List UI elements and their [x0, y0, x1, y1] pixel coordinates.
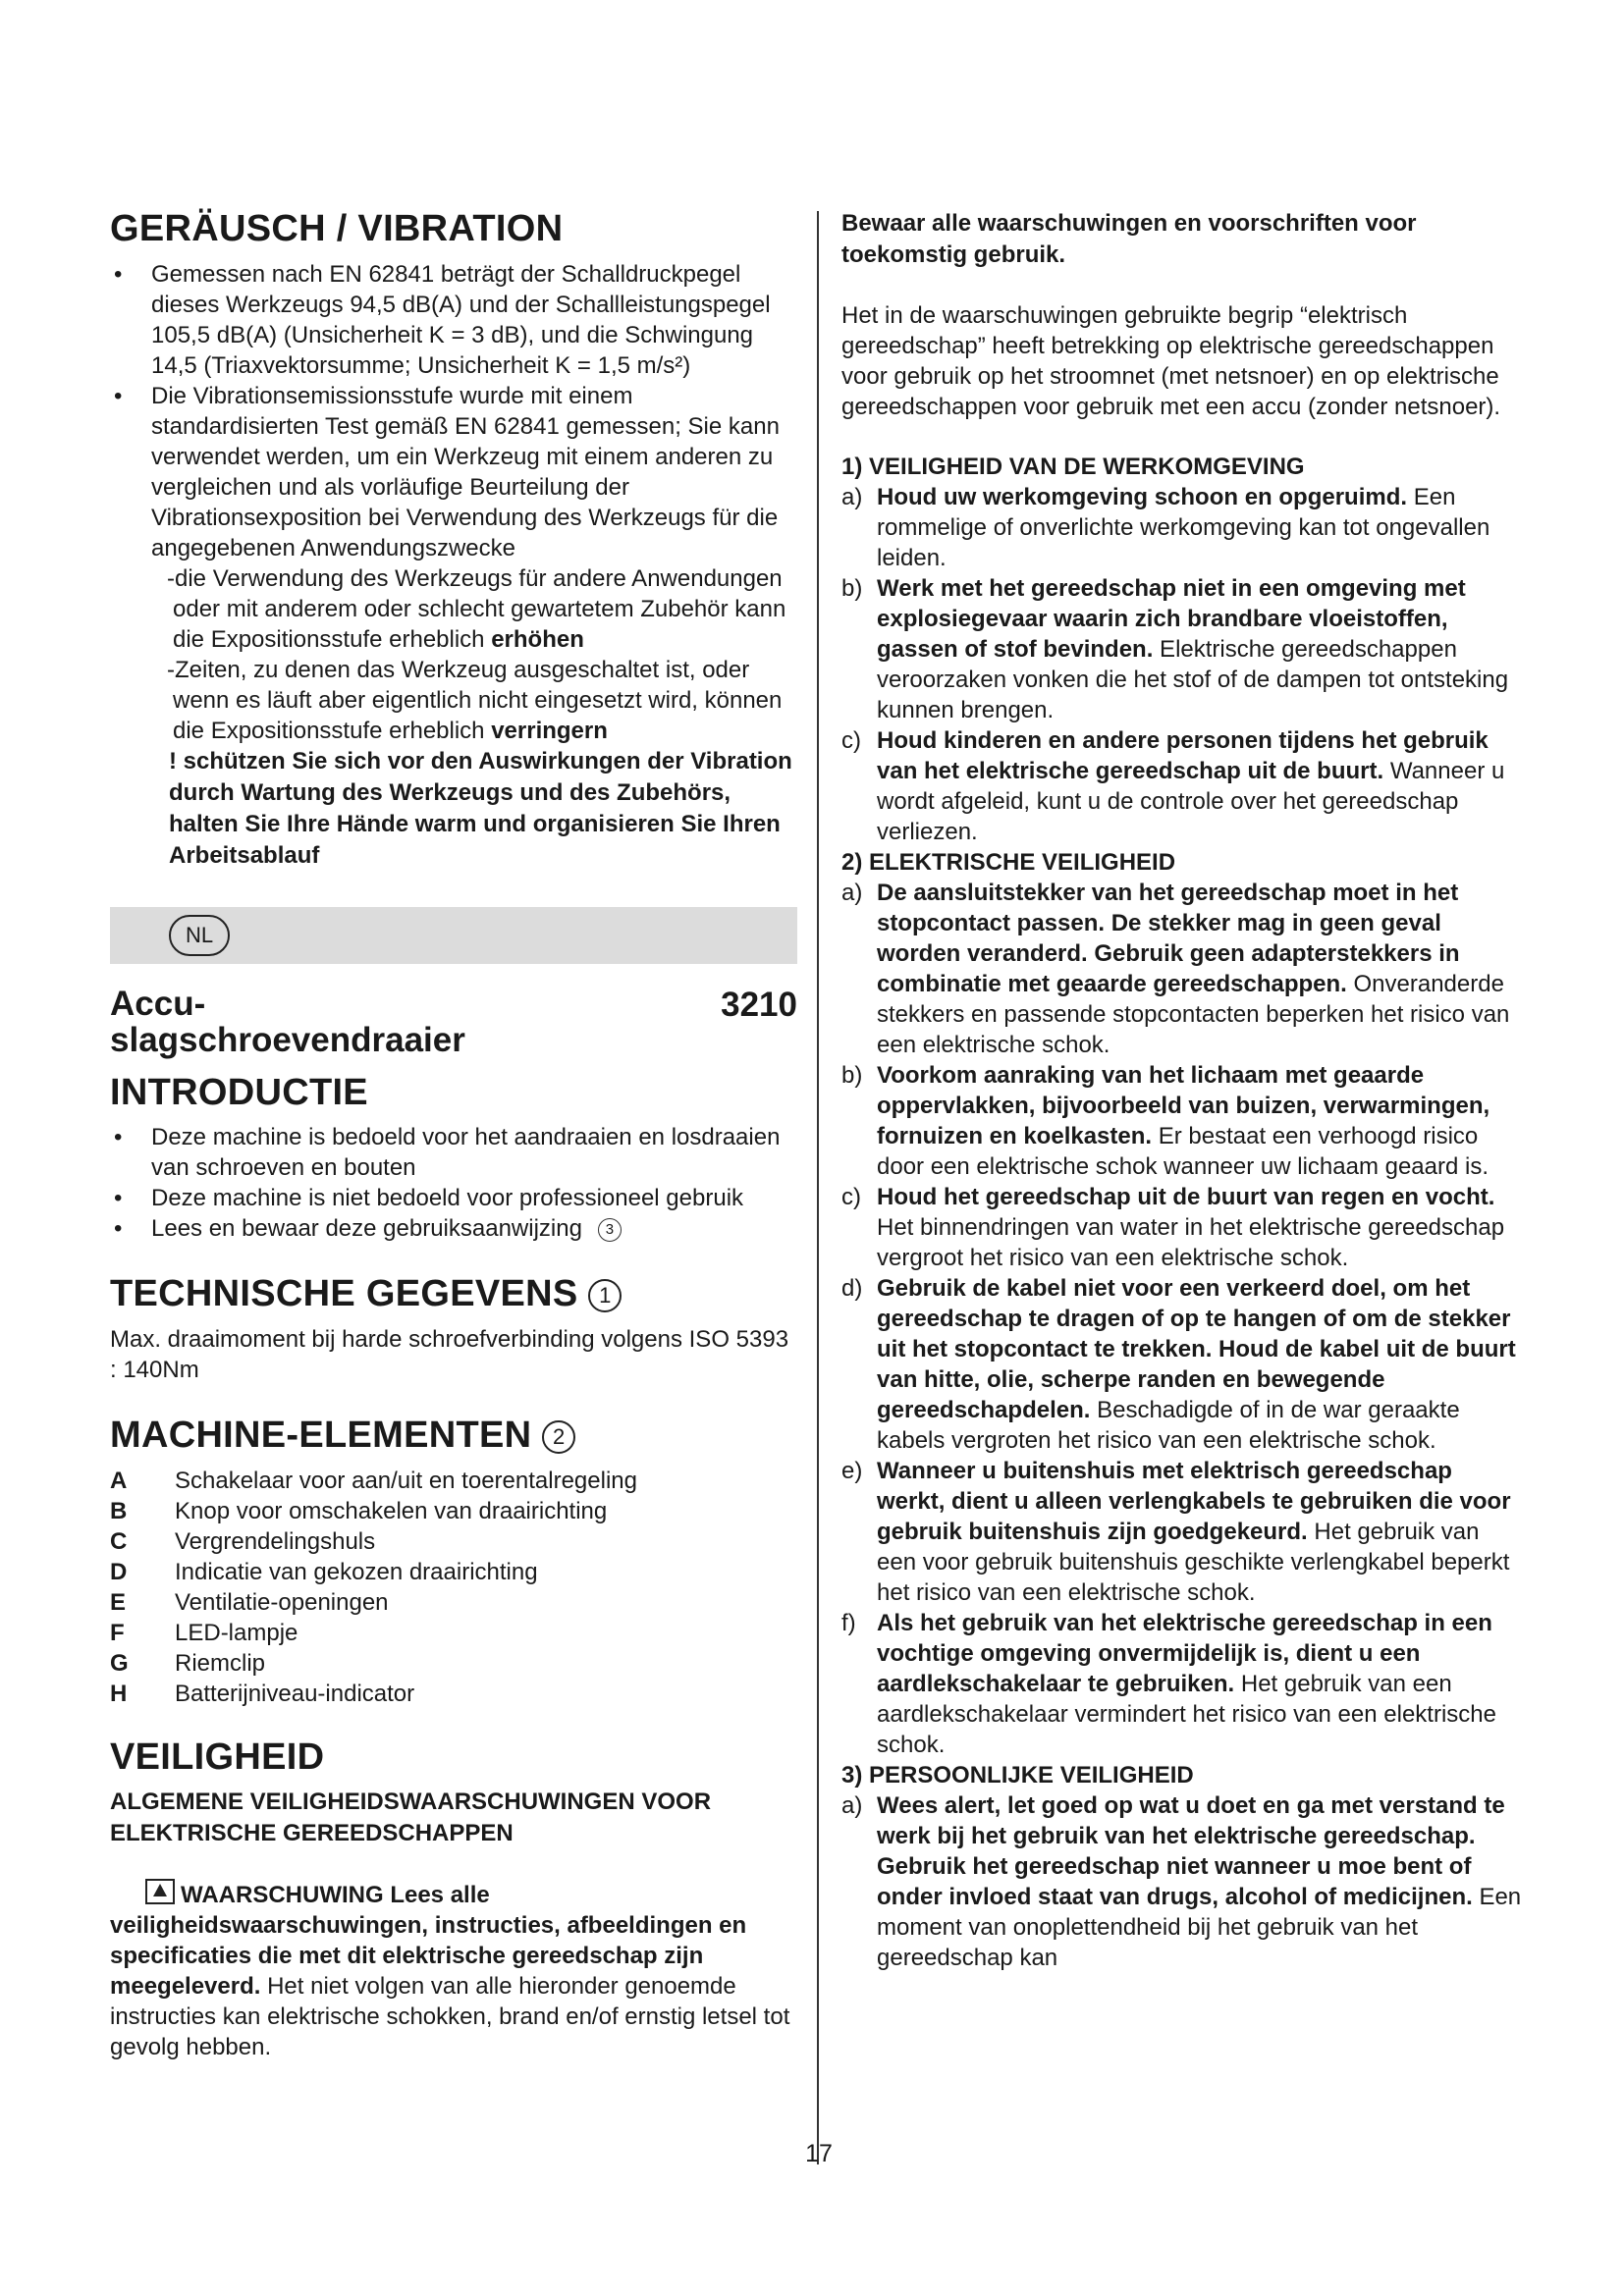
- part-key: H: [110, 1680, 128, 1707]
- parts-heading: [110, 1415, 797, 1458]
- rule-normal: Het gebruik van een voor gebruik buitenshuis geschikte verlengkabel beperkt het risico van een elektrische schok.: [877, 1519, 1510, 1606]
- rule-bold: Houd kinderen en andere personen tijdens het gebruik van het elektrische gereedschap uit de buurt.: [877, 727, 1489, 784]
- section-electrical: 2) ELEKTRISCHE VEILIGHEID: [841, 849, 1176, 876]
- rule-label: a): [841, 1792, 863, 1819]
- rule-normal: Een moment van onoplettendheid bij het gebruik van het gereedschap kan: [877, 1884, 1522, 1971]
- work-area-rules: [841, 482, 1524, 847]
- rule-text: [877, 1608, 1524, 1760]
- part-key: G: [110, 1649, 129, 1677]
- rule-label: d): [841, 1275, 863, 1302]
- part-key: A: [110, 1467, 128, 1494]
- part-key: F: [110, 1619, 125, 1646]
- tech-text: Max. draaimoment bij harde schroefverbinding volgens ISO 5393 : 140Nm: [110, 1326, 789, 1384]
- noise-bullets: [110, 259, 797, 563]
- rule-label: a): [841, 484, 863, 510]
- part-label: Batterijniveau-indicator: [175, 1680, 415, 1707]
- rule-text: [877, 1060, 1524, 1182]
- noise-dash-decrease: [110, 655, 797, 746]
- parts-list: [110, 1466, 797, 1709]
- part-row: [110, 1618, 797, 1648]
- intro-heading: INTRODUCTIE: [110, 1071, 368, 1113]
- warning-paragraph: [110, 1879, 797, 2062]
- figure-ref-1: 1: [588, 1279, 622, 1312]
- left-column: [110, 208, 797, 2062]
- noise-bullet: • Gemessen nach EN 62841 beträgt der Schalldruckpegel dieses Werkzeugs 94,5 dB(A) und der Schallleistungspegel 105,5 dB(A) (Unsicherheit K = 3 dB), und die Schwingung 14,5 (Triaxvektorsumme; Unsicherheit K = 1,5 m/s²): [110, 259, 797, 381]
- part-label: Schakelaar voor aan/uit en toerentalregeling: [175, 1467, 637, 1494]
- rule-normal: Elektrische gereedschappen veroorzaken vonken die het stof of de dampen tot ontsteking kunnen brengen.: [877, 636, 1509, 723]
- part-label: Riemclip: [175, 1649, 266, 1677]
- intro-bullet-text: Lees en bewaar deze gebruiksaanwijzing: [151, 1215, 582, 1243]
- noise-bullet: • Die Vibrationsemissionsstufe wurde mit einem standardisierten Test gemäß EN 62841 gemessen; Sie kann verwendet werden, um ein Werkzeug mit einem anderen zu vergleichen und als vorläufige Beurteilung der Vibrationsexposition bei Verwendung des Werkzeugs für die angegebenen Anwendungszwecke: [110, 381, 797, 563]
- part-key: B: [110, 1497, 128, 1524]
- part-label: Vergrendelingshuls: [175, 1527, 376, 1555]
- rule-text: [877, 573, 1524, 725]
- rule-text: [877, 878, 1524, 1060]
- keep-instructions: Bewaar alle waarschuwingen en voorschriften voor toekomstig gebruik.: [841, 210, 1417, 268]
- rule-text: [877, 1790, 1524, 1973]
- product-title: Accu-slagschroevendraaier: [110, 984, 465, 1059]
- rule-label: a): [841, 880, 863, 906]
- section-work-area: 1) VEILIGHEID VAN DE WERKOMGEVING: [841, 454, 1305, 480]
- part-row: [110, 1648, 797, 1679]
- rule-label: f): [841, 1610, 856, 1636]
- rule-bold: Wanneer u buitenshuis met elektrisch gereedschap werkt, dient u alleen verlengkabels te gebruiken die voor gebruik buitenshuis zijn goedgekeurd.: [877, 1458, 1511, 1545]
- intro-bullets: [110, 1122, 797, 1244]
- protect-note: ! schützen Sie sich vor den Auswirkungen der Vibration durch Wartung des Werkzeugs und des Zubehörs, halten Sie Ihre Hände warm und organisieren Sie Ihren Arbeitsablauf: [169, 747, 792, 869]
- page-number: 17: [805, 2140, 833, 2167]
- rule-item: [841, 1456, 1524, 1608]
- rule-normal: Onveranderde stekkers en passende stopcontacten beperken het risico van een elektrische schok.: [877, 971, 1510, 1058]
- section-personal: 3) PERSOONLIJKE VEILIGHEID: [841, 1762, 1194, 1789]
- model-number: 3210: [721, 985, 797, 1024]
- rule-item: [841, 878, 1524, 1060]
- term-definition: Het in de waarschuwingen gebruikte begrip “elektrisch gereedschap” heeft betrekking op elektrische gereedschappen voor gebruik op het stroomnet (met netsnoer) en op elektrische gereedschappen voor gebruik met een accu (zonder netsnoer).: [841, 302, 1501, 420]
- rule-text: [877, 1182, 1524, 1273]
- rule-bold: Werk met het gereedschap niet in een omgeving met explosiegevaar waarin zich brandbare vloeistoffen, gassen of stof bevinden.: [877, 575, 1466, 663]
- rule-item: [841, 573, 1524, 725]
- rule-label: b): [841, 575, 863, 602]
- warning-bold: WAARSCHUWING Lees alle veiligheidswaarschuwingen, instructies, afbeeldingen en specificaties die met dit elektrische gereedschap zijn meegeleverd.: [110, 1882, 747, 2001]
- dash-text: -die Verwendung des Werkzeugs für andere Anwendungen oder mit anderem oder schlecht gewartetem Zubehör kann die Expositionsstufe erheblich: [167, 564, 786, 653]
- rule-item: [841, 1608, 1524, 1760]
- rule-bold: Als het gebruik van het elektrische gereedschap in een vochtige omgeving onvermijdelijk is, dient u een aardlekschakelaar te gebruiken.: [877, 1610, 1492, 1697]
- rule-item: [841, 1273, 1524, 1456]
- rule-item: [841, 1182, 1524, 1273]
- rule-bold: Houd het gereedschap uit de buurt van regen en vocht.: [877, 1184, 1495, 1210]
- right-column: [841, 208, 1524, 1973]
- rule-normal: Er bestaat een verhoogd risico door een elektrische schok wanneer uw lichaam geaard is.: [877, 1123, 1489, 1180]
- language-badge: NL: [169, 915, 230, 956]
- intro-bullet: • Deze machine is bedoeld voor het aandraaien en losdraaien van schroeven en bouten: [110, 1122, 797, 1183]
- tech-heading: [110, 1273, 797, 1316]
- parts-heading-text: MACHINE-ELEMENTEN: [110, 1415, 532, 1457]
- part-label: LED-lampje: [175, 1619, 298, 1646]
- rule-bold: Voorkom aanraking van het lichaam met geaarde oppervlakken, bijvoorbeeld van buizen, verwarmingen, fornuizen en koelkasten.: [877, 1062, 1490, 1149]
- part-label: Knop voor omschakelen van draairichting: [175, 1497, 608, 1524]
- product-title-row: [110, 986, 797, 1058]
- part-key: C: [110, 1527, 128, 1555]
- tech-heading-text: TECHNISCHE GEGEVENS: [110, 1273, 578, 1315]
- safety-subheading: ALGEMENE VEILIGHEIDSWAARSCHUWINGEN VOOR ELEKTRISCHE GEREEDSCHAPPEN: [110, 1789, 712, 1847]
- rule-label: b): [841, 1062, 863, 1089]
- rule-normal: Het binnendringen van water in het elektrische gereedschap vergroot het risico van een elektrische schok.: [877, 1214, 1505, 1271]
- rule-normal: Beschadigde of in de war geraakte kabels vergroten het risico van een elektrische schok.: [877, 1397, 1460, 1454]
- figure-ref-2: 2: [542, 1420, 575, 1454]
- part-label: Ventilatie-openingen: [175, 1588, 389, 1616]
- rule-text: [877, 1456, 1524, 1608]
- part-row: [110, 1466, 797, 1496]
- rule-normal: Een rommelige of onverlichte werkomgeving kan tot ongevallen leiden.: [877, 484, 1490, 571]
- part-key: E: [110, 1588, 127, 1616]
- figure-ref-3: 3: [598, 1218, 622, 1242]
- rule-normal: Wanneer u wordt afgeleid, kunt u de controle over het gereedschap verliezen.: [877, 758, 1505, 845]
- rule-item: [841, 1060, 1524, 1182]
- part-row: [110, 1526, 797, 1557]
- rule-label: c): [841, 727, 861, 754]
- column-divider: [817, 211, 819, 2164]
- language-bar: [110, 907, 797, 964]
- part-row: [110, 1496, 797, 1526]
- warning-icon: [145, 1879, 175, 1904]
- rule-text: [877, 1273, 1524, 1456]
- rule-bold: Gebruik de kabel niet voor een verkeerd doel, om het gereedschap te dragen of op te hangen of om de stekker uit het stopcontact te trekken. Houd de kabel uit de buurt van hitte, olie, scherpe randen en bewegende gereedschapdelen.: [877, 1275, 1516, 1423]
- noise-heading: GERÄUSCH / VIBRATION: [110, 208, 564, 249]
- rule-text: [877, 482, 1524, 573]
- intro-bullet: • Deze machine is niet bedoeld voor professioneel gebruik: [110, 1183, 797, 1213]
- rule-item: [841, 725, 1524, 847]
- intro-bullet: [110, 1213, 797, 1244]
- rule-label: c): [841, 1184, 861, 1210]
- part-row: [110, 1557, 797, 1587]
- rule-label: e): [841, 1458, 863, 1484]
- warning-text: Het niet volgen van alle hieronder genoemde instructies kan elektrische schokken, brand en/of ernstig letsel tot gevolg hebben.: [110, 1973, 790, 2061]
- personal-rules: [841, 1790, 1524, 1973]
- part-label: Indicatie van gekozen draairichting: [175, 1558, 538, 1585]
- rule-normal: Het gebruik van een aardlekschakelaar vermindert het risico van een elektrische schok.: [877, 1671, 1496, 1758]
- rule-bold: Houd uw werkomgeving schoon en opgeruimd.: [877, 484, 1408, 510]
- part-row: [110, 1587, 797, 1618]
- rule-bold: De aansluitstekker van het gereedschap moet in het stopcontact passen. De stekker mag in geen geval worden veranderd. Gebruik geen adapterstekkers in combinatie met geaarde gereedschappen.: [877, 880, 1460, 997]
- rule-item: [841, 482, 1524, 573]
- dash-bold: erhöhen: [491, 625, 584, 653]
- part-row: [110, 1679, 797, 1709]
- rule-text: [877, 725, 1524, 847]
- safety-heading: VEILIGHEID: [110, 1735, 325, 1778]
- dash-text: -Zeiten, zu denen das Werkzeug ausgeschaltet ist, oder wenn es läuft aber eigentlich nicht eingesetzt wird, können die Expositionsstufe erheblich: [167, 656, 783, 744]
- rule-item: [841, 1790, 1524, 1973]
- rule-bold: Wees alert, let goed op wat u doet en ga met verstand te werk bij het gebruik van het elektrische gereedschap. Gebruik het gereedschap niet wanneer u moe bent of onder invloed staat van drugs, alcohol of medicijnen.: [877, 1792, 1505, 1910]
- dash-bold: verringern: [491, 717, 608, 744]
- electrical-rules: [841, 878, 1524, 1760]
- noise-dash-increase: [110, 563, 797, 655]
- part-key: D: [110, 1558, 128, 1585]
